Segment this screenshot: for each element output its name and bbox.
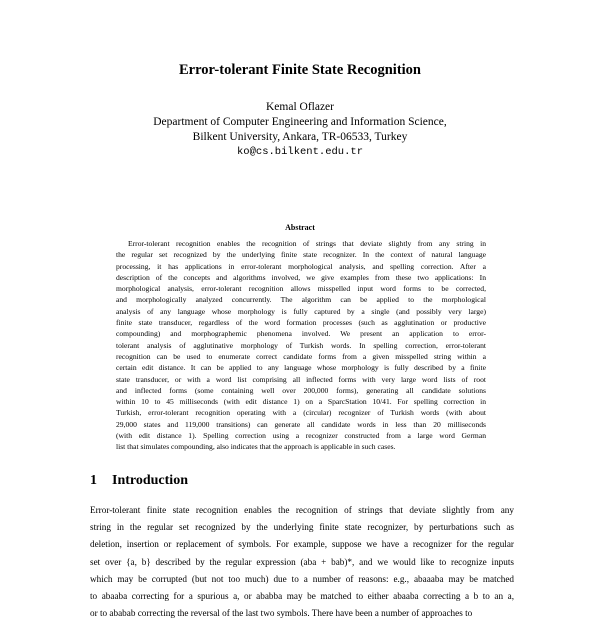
- abstract-line: morphological analysis, error-tolerant recognition allows misspelled input word forms to be corrected,: [116, 284, 486, 294]
- abstract-line: finite state transducer, regardless of the word formation processes (such as agglutination or productive: [116, 318, 486, 328]
- abstract-line: and morphologically analyzed concurrently. The algorithm can be applied to the morphological: [116, 295, 486, 305]
- body-line: to abaaba correcting for a spurious a, or ababba may be matched to either abaaba correcting a b to an a,: [90, 590, 514, 601]
- body-line: deletion, insertion or replacement of symbols. For example, suppose we have a recognizer for the regular: [90, 539, 514, 550]
- abstract-line: 29,000 states and 119,000 transitions) can generate all candidate words in less than 20 milliseconds: [116, 419, 486, 429]
- section-number: 1: [90, 473, 97, 488]
- author-affiliation-line-1: Department of Computer Engineering and Information Science,: [153, 116, 447, 128]
- author-block: [0, 100, 600, 160]
- abstract-body: [116, 238, 486, 453]
- paper-title: Error-tolerant Finite State Recognition: [178, 62, 421, 78]
- body-line: string in the regular set recognized by the underlying finite state recognizer, by perturbations such as: [90, 522, 514, 533]
- section-body: [90, 502, 514, 622]
- abstract-line: analysis of any language whose morphology is fully captured by a single (and possibly very large): [116, 306, 486, 316]
- body-line: which may be corrupted (but not too much) due to a number of reasons: e.g., abaaaba may be matched: [90, 573, 514, 584]
- abstract-line: state transducer, or with a word list comprising all inflected forms with very large word lists of root: [116, 374, 486, 384]
- abstract-line: the regular set recognized by the underlying finite state recognizer. In the context of natural language: [116, 250, 486, 260]
- abstract-line: certain edit distance. It can be applied to any language whose morphology is fully described by a finite: [116, 363, 486, 373]
- abstract-line: list that simulates compounding, also indicates that the approach is applicable in such cases.: [116, 442, 396, 452]
- abstract-line: within 10 to 45 milliseconds (with edit distance 1) on a SparcStation 10/41. For spelling correction in: [116, 397, 486, 407]
- author-affiliation-line-2: Bilkent University, Ankara, TR-06533, Turkey: [192, 131, 408, 143]
- abstract-line: processing, it has applications in error-tolerant morphological analysis, and spelling correction. After a: [116, 261, 486, 271]
- section-heading: [90, 473, 188, 489]
- body-line: Error-tolerant finite state recognition enables the recognition of strings that deviate slightly from any: [90, 505, 514, 515]
- abstract-line: Turkish, error-tolerant recognition operating with a (circular) recognizer of Turkish words (with about: [116, 408, 486, 418]
- section-title: Introduction: [112, 473, 188, 488]
- body-line: or to ababab correcting the reversal of the last two symbols. There have been a number of approaches to: [90, 608, 473, 619]
- abstract-line: (with edit distance 1). Spelling correction using a recognizer constructed from a large word German: [116, 431, 486, 441]
- author-email: ko@cs.bilkent.edu.tr: [236, 146, 364, 158]
- abstract-line: compounding) and morphographemic phenomena involved. We present an application to error-: [116, 329, 486, 339]
- abstract-line: and inflected forms (some containing well over 200,000 forms), generating all candidate solutions: [116, 385, 486, 395]
- body-line: set over {a, b} described by the regular expression (aba + bab)*, and we would like to recognize inputs: [90, 556, 514, 567]
- abstract-heading: Abstract: [285, 223, 315, 232]
- abstract-line: tolerant analysis of agglutinative morphology of Turkish words. In spelling correction, error-tolerant: [116, 340, 486, 350]
- abstract-line: recognition can be used to enumerate correct candidate forms from a given misspelled string within a: [116, 351, 486, 361]
- abstract-line: description of the concepts and algorithms involved, we give examples from these two applications: In: [116, 272, 486, 282]
- author-name: Kemal Oflazer: [265, 101, 334, 113]
- abstract-line: Error-tolerant recognition enables the recognition of strings that deviate slightly from any string in: [128, 239, 486, 248]
